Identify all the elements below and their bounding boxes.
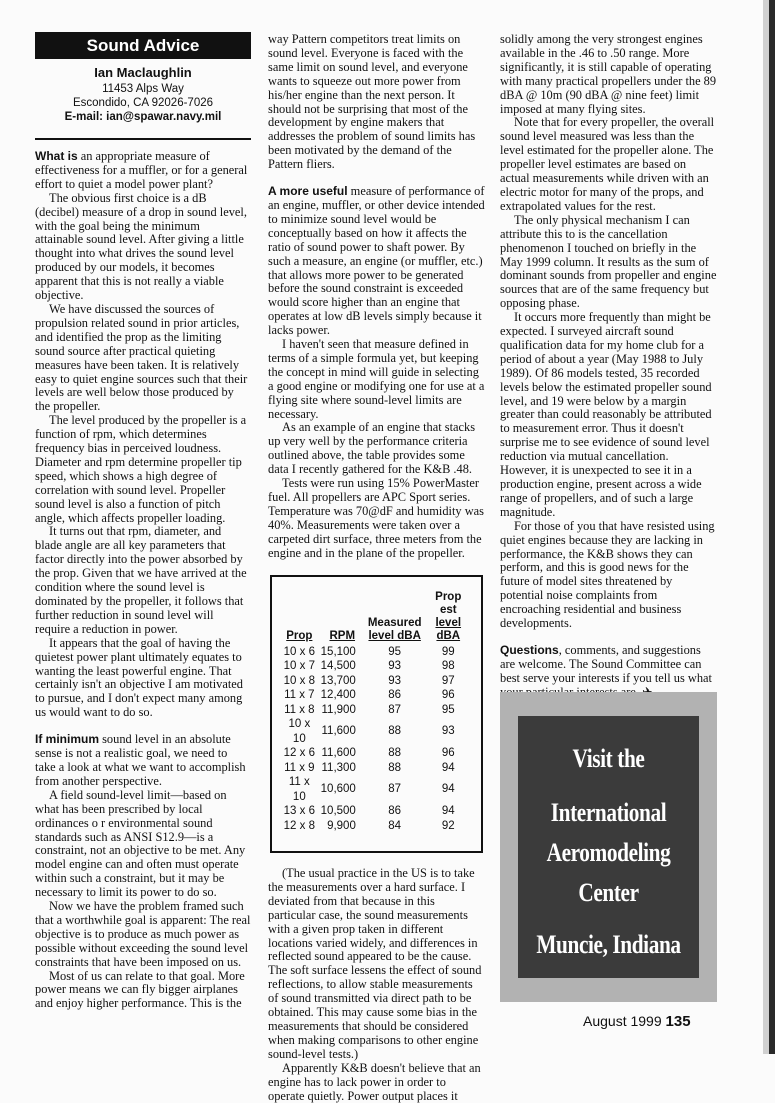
paragraph [35, 733, 251, 789]
paragraph: For those of you that have resisted using quiet engines because they are lacking in performance, the K&B shows they can perform, and this is good news for the future of model sites threatened by potential noise complaints from encroaching residential and business developments. [500, 518, 715, 631]
header-prop-est [424, 591, 473, 645]
cell-measured: 93 [388, 674, 402, 687]
cell-rpm: 10,500 [320, 805, 356, 818]
paragraph: As an example of an engine that stacks up very well by the performance criteria outlined above, the table provides some data I recently gathered for the K&B .48. [268, 420, 476, 477]
cell-measured: 88 [388, 761, 402, 774]
cell-prop-est: 96 [441, 689, 455, 702]
author-email: E-mail: ian@spawar.navy.mil [64, 111, 222, 123]
page-footer [583, 1013, 691, 1030]
paragraph: A field sound-level limit—based on what has been prescribed by local ordinances o r environmental sound standards such as ANSI S12.9—is a constraint, not an objective to be met. Any model engine can and often must operate within such a constraint, but it may be necessary to limit its power to do so. [35, 787, 246, 900]
cell-rpm: 11,600 [321, 747, 356, 760]
header-measured-line1: Measured [367, 616, 422, 629]
table-row [280, 804, 473, 819]
paragraph-text: an appropriate measure of effectiveness for a muffler, or for a general effort to quiet a model power plant? [35, 149, 248, 191]
table-row [280, 703, 473, 718]
lead-in: If minimum [35, 732, 100, 747]
lead-in: What is [35, 149, 78, 163]
iac-advertisement [500, 692, 717, 1002]
data-table-box [270, 575, 483, 854]
table-row [280, 717, 473, 746]
cell-prop: 10 x 6 [283, 645, 315, 658]
header-rpm [319, 591, 366, 645]
paragraph: Tests were run using 15% PowerMaster fuel. All propellers are APC Sport series. Temperature was 70@dF and humidity was 40%. Measurements were taken over a carpeted dirt surface, three meters from the engine and in the plane of the propeller. [268, 476, 484, 560]
table-row [280, 819, 473, 834]
paragraph: The level produced by the propeller is a function of rpm, which determines frequency bias in perceived loudness. Diameter and rpm determine propeller tip speed, which shows a high degree of correlation with sound level. Propeller sound level is also a function of pitch angle, which affects propeller loading. [35, 413, 247, 525]
cell-prop: 10 x 8 [283, 674, 315, 687]
cell-prop-est: 96 [441, 747, 455, 760]
ad-line-3: Aeromodeling [546, 838, 671, 867]
header-prop-est-line2: level dBA [435, 616, 462, 642]
table-body [280, 645, 473, 834]
page-number: 135 [665, 1013, 691, 1030]
ad-line-1: Visit the [572, 744, 645, 773]
table-row [280, 761, 473, 776]
cell-prop-est: 95 [441, 703, 455, 716]
table-row [280, 775, 473, 804]
paragraph: We have discussed the sources of propulsion related sound in prior articles, and identified the prop as the limiting sound source after practical quieting measures have been taken. It is relatively easy to quiet engine sources such that their levels are well below those produced by the propeller. [35, 301, 248, 414]
cell-rpm: 10,600 [320, 783, 356, 796]
paragraph: It turns out that rpm, diameter, and blade angle are all key parameters that factor directly into the power absorbed by the prop. Given that we have arrived at the condition where the sound level is dominated by the propeller, it follows that further reduction in sound level will require a reduction in power. [35, 524, 247, 636]
cell-measured: 87 [388, 703, 402, 716]
column-banner: Sound Advice [35, 32, 251, 59]
paragraph [268, 185, 485, 338]
paragraph: (The usual practice in the US is to take the measurements over a hard surface. I deviated from that because in this particular case, the sound measurements with a given prop taken in different locations varied widely, and differences in reflected sound appeared to be the cause. The soft surface lessens the effect of sound reflections, to allow stable measurements of sound transmitted via direct path to be obtained. This may cause some bias in the measurements that should be considered when making comparisons to other engine sound-level tests.) [268, 866, 482, 1061]
cell-rpm: 15,100 [320, 645, 356, 658]
cell-prop: 11 x 8 [284, 703, 315, 716]
cell-measured: 87 [388, 783, 402, 796]
author-address-line2: Escondido, CA 92026-7026 [72, 97, 214, 109]
cell-prop-est: 94 [441, 805, 455, 818]
paragraph: The only physical mechanism I can attribute this to is the cancellation phenomenon I touched on briefly in the May 1999 column. It results as the sum of dominant sounds from propeller and engine sources that are of the same frequency but opposing phase. [500, 212, 717, 311]
header-measured-line2: level dBA [368, 629, 421, 642]
cell-prop-est: 93 [441, 725, 455, 738]
table-row [280, 674, 473, 689]
header-prop-est-line1: Prop est [435, 590, 462, 616]
paragraph-text: measure of performance of an engine, muffler, or other device intended to minimize sound level would be conceptually based on how it affects the ratio of sound power to shaft power. By such a measure, an engine (or muffler, etc.) that allows more power to be generated before the sound constraint is exceeded would score higher than an engine that operates at low dB levels simply because it lacks power. [268, 184, 485, 338]
ad-line-2: International [550, 798, 667, 827]
cell-prop: 11 x 7 [284, 689, 315, 702]
cell-rpm: 11,900 [321, 703, 356, 716]
author-divider [35, 138, 251, 140]
table-row [280, 746, 473, 761]
paragraph [35, 150, 251, 192]
cell-measured: 84 [388, 819, 402, 832]
table-row [280, 688, 473, 703]
paragraph: It occurs more frequently than might be expected. I surveyed aircraft sound qualification data for my home club for a period of about a year (May 1988 to July 1989). Of 86 models tested, 35 recorded levels below the estimated propeller sound level, and 19 were below by a margin greater than could reasonably be attributed to measurement error. Thus it doesn't surprise me to see evidence of sound level reduction via mutual cancellation. However, it is unexpected to see it in a production engine, present across a wide range of propellers, and of such a large magnitude. [500, 310, 712, 519]
lead-in: Questions [500, 642, 559, 657]
advertisement-panel [518, 716, 699, 978]
cell-prop: 12 x 6 [283, 747, 315, 760]
cell-prop: 12 x 8 [283, 819, 315, 832]
cell-measured: 86 [388, 689, 402, 702]
paragraph: It appears that the goal of having the quietest power plant ultimately equates to wanting the least powerful engine. That certainly isn't an objective I am motivated to pursue, and I don't expect many among us would want to do so. [35, 635, 243, 720]
paragraph: way Pattern competitors treat limits on sound level. Everyone is faced with the same limit on sound level, and everyone wants to squeeze out more power from his/her engine than the next person. It should not be surprising that most of the development by engine makers that addresses the problem of sound limits has been motivated by the demand of the Pattern fliers. [268, 32, 476, 172]
cell-prop: 13 x 6 [283, 805, 315, 818]
cell-measured: 88 [388, 747, 402, 760]
cell-prop-est: 94 [441, 761, 455, 774]
cell-measured: 86 [388, 805, 402, 818]
header-prop-text: Prop [286, 629, 313, 642]
paragraph-text: sound level in an absolute sense is not a realistic goal, we need to take a look at what we want to accomplish from another perspective. [35, 732, 246, 788]
column-3 [500, 33, 717, 700]
cell-prop: 11 x 9 [284, 761, 315, 774]
cell-measured: 88 [388, 725, 402, 738]
cell-prop-est: 94 [441, 783, 455, 796]
paragraph: solidly among the very strongest engines available in the .46 to .50 range. More significantly, it is still capable of operating with many practical propellers under the 89 dBA @ 10m (90 dBA @ nine feet) limit imposed at many flying sites. [500, 32, 717, 116]
cell-rpm: 11,600 [321, 725, 356, 738]
issue-date: August 1999 [583, 1013, 662, 1029]
table-row [280, 659, 473, 674]
cell-rpm: 11,300 [321, 761, 356, 774]
paragraph-text: , comments, and suggestions are welcome. The Sound Committee can best serve your interests if you tell us what [500, 642, 712, 685]
cell-prop-est: 98 [441, 660, 455, 673]
cell-prop: 10 x 10 [288, 718, 311, 745]
header-rpm-text: RPM [329, 629, 356, 642]
cell-prop-est: 99 [441, 645, 455, 658]
cell-rpm: 13,700 [320, 674, 356, 687]
cell-rpm: 9,900 [327, 819, 356, 832]
ad-line-5: Muncie, Indiana [536, 930, 681, 959]
paragraph: Note that for every propeller, the overall sound level measured was less than the level estimated for the propeller alone. The propeller level estimates are based on actual measurements while driven with an electric motor for many of the props, and extrapolated values for the rest. [500, 115, 715, 213]
cell-prop: 11 x 10 [288, 776, 310, 803]
cell-prop: 10 x 7 [283, 660, 315, 673]
author-address-line1: 11453 Alps Way [102, 83, 184, 95]
column-1 [35, 32, 251, 1011]
column-2 [268, 33, 485, 1103]
paragraph: The obvious first choice is a dB (decibel) measure of a drop in sound level, with the goal being the minimum attainable sound level. After giving a little thought into what drives the sound level produced by our models, it becomes apparent that this is not really a viable objective. [35, 190, 247, 303]
author-name: Ian Maclaughlin [94, 65, 192, 80]
page-edge [769, 0, 775, 1054]
cell-rpm: 14,500 [320, 660, 356, 673]
cell-prop-est: 92 [441, 819, 455, 832]
header-measured [366, 591, 424, 645]
paragraph: I haven't seen that measure defined in terms of a simple formula yet, but keeping the concept in mind will guide in selecting a good engine or modifying one for use at a flying site where sound-level limits are necessary. [268, 337, 485, 421]
header-prop [280, 591, 319, 645]
table-header-row [280, 591, 473, 645]
cell-prop-est: 97 [441, 674, 455, 687]
cell-rpm: 12,400 [320, 689, 356, 702]
paragraph: Now we have the problem framed such that a worthwhile goal is apparent: The real objective is to produce as much power as possible without exceeding the sound level constraints that have been imposed on us. [35, 899, 251, 969]
ad-line-4: Center [578, 878, 639, 907]
paragraph: Most of us can relate to that goal. More power means we can fly bigger airplanes and enjoy higher performance. This is the [35, 968, 245, 1011]
lead-in: A more useful [268, 184, 348, 199]
prop-sound-table [280, 591, 473, 834]
paragraph: Apparently K&B doesn't believe that an engine has to lack power in order to operate quietly. Power output places it [268, 1060, 481, 1103]
table-row [280, 645, 473, 660]
cell-measured: 95 [388, 645, 402, 658]
cell-measured: 93 [388, 660, 402, 673]
author-block [35, 66, 251, 124]
